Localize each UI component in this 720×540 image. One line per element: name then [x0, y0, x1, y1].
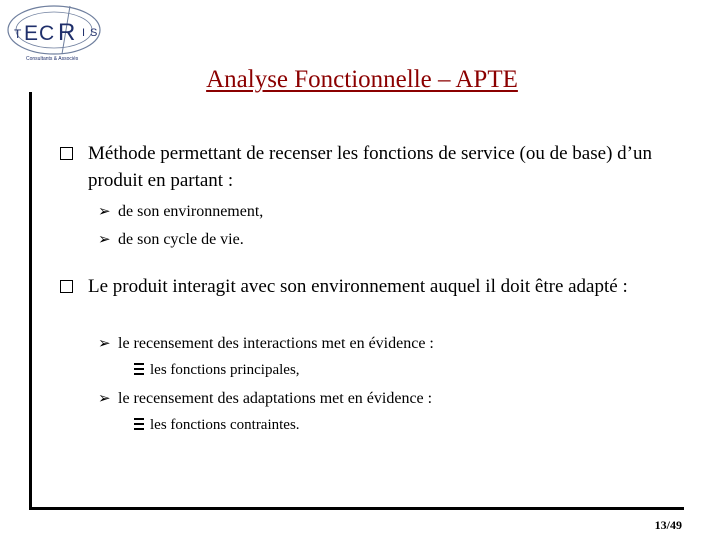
- page-number: 13/49: [654, 518, 682, 532]
- bullet-text: Méthode permettant de recenser les fonctions de service (ou de base) d’un produit en partant :: [88, 143, 652, 191]
- sub-sub-bullet-text: les fonctions contraintes.: [150, 417, 300, 433]
- sub-bullet-adaptations: [98, 389, 432, 409]
- sub-bullet-text: le recensement des interactions met en évidence :: [118, 335, 434, 352]
- triple-bar-bullet-icon: [134, 418, 144, 430]
- sub-bullet-cycle: [98, 230, 244, 250]
- sub-bullet-text: de son cycle de vie.: [118, 231, 244, 248]
- square-bullet-icon: [60, 280, 73, 293]
- sub-sub-bullet-principales: [134, 361, 300, 379]
- sub-bullet-environnement: [98, 202, 263, 222]
- logo-letter-e: E: [24, 22, 39, 45]
- slide-title: Analyse Fonctionnelle – APTE: [206, 66, 518, 93]
- triple-bar-bullet-icon: [134, 363, 144, 375]
- arrow-bullet-icon: ➢: [98, 232, 111, 248]
- logo-tagline: Consultants & Associés: [26, 56, 79, 62]
- sub-sub-bullet-contraintes: [134, 416, 300, 434]
- sub-sub-bullet-text: les fonctions principales,: [150, 362, 300, 378]
- logo-letter-s: S: [90, 27, 98, 39]
- arrow-bullet-icon: ➢: [98, 391, 111, 407]
- arrow-bullet-icon: ➢: [98, 204, 111, 220]
- arrow-bullet-icon: ➢: [98, 336, 111, 352]
- logo-letter-i: I: [82, 27, 86, 39]
- sub-bullet-text: de son environnement,: [118, 203, 264, 220]
- frame-left-border: [29, 92, 32, 510]
- tecris-logo: [4, 2, 114, 64]
- sub-bullet-text: le recensement des adaptations met en évidence :: [118, 390, 433, 407]
- bullet-text: Le produit interagit avec son environnement auquel il doit être adapté :: [88, 276, 628, 297]
- sub-bullet-interactions: [98, 334, 434, 354]
- logo-letter-c: C: [39, 22, 55, 45]
- logo-letter-r: R: [58, 19, 76, 46]
- logo-letter-t: T: [14, 27, 22, 41]
- tecris-logo-graphic: [4, 2, 114, 64]
- square-bullet-icon: [60, 147, 73, 160]
- bullet-produit: [60, 273, 670, 300]
- bullet-methode: [60, 140, 670, 194]
- frame-bottom-border: [29, 507, 684, 510]
